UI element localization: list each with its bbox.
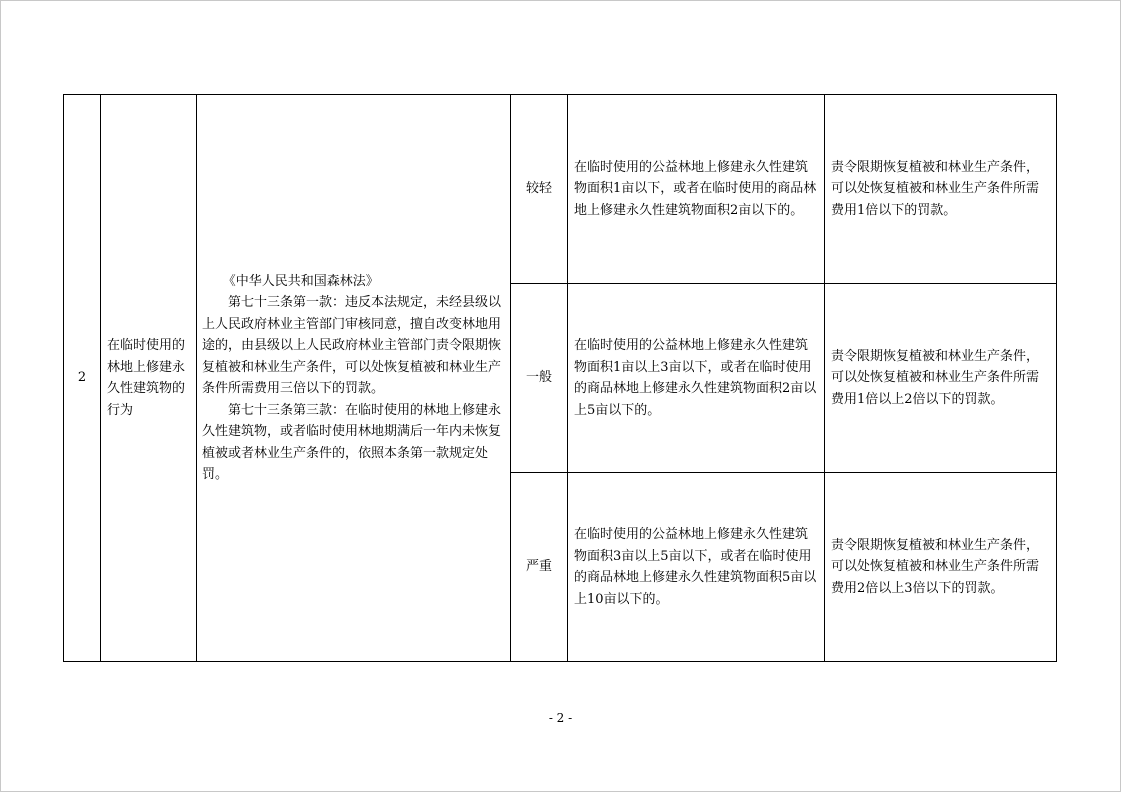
circumstance-cell: 在临时使用的公益林地上修建永久性建筑物面积1亩以上3亩以下，或者在临时使用的商品林地上修建永久性建筑物面积2亩以上5亩以下的。 <box>568 284 825 473</box>
circumstance-cell: 在临时使用的公益林地上修建永久性建筑物面积3亩以上5亩以下，或者在临时使用的商品林地上修建永久性建筑物面积5亩以上10亩以下的。 <box>568 473 825 662</box>
penalty-cell: 责令限期恢复植被和林业生产条件，可以处恢复植被和林业生产条件所需费用1倍以上2倍以下的罚款。 <box>825 284 1057 473</box>
article-paragraph-2: 第七十三条第三款：在临时使用的林地上修建永久性建筑物，或者临时使用林地期满后一年内未恢复植被或者林业生产条件的，依照本条第一款规定处罚。 <box>202 402 502 482</box>
circumstance-cell: 在临时使用的公益林地上修建永久性建筑物面积1亩以下，或者在临时使用的商品林地上修建永久性建筑物面积2亩以下的。 <box>568 95 825 284</box>
penalty-cell: 责令限期恢复植被和林业生产条件，可以处恢复植被和林业生产条件所需费用2倍以上3倍以下的罚款。 <box>825 473 1057 662</box>
table-row <box>64 95 1057 284</box>
severity-level-serious: 严重 <box>511 473 568 662</box>
violation-act-cell: 在临时使用的林地上修建永久性建筑物的行为 <box>101 95 197 662</box>
severity-level-minor: 较轻 <box>511 95 568 284</box>
article-paragraph-1: 第七十三条第一款：违反本法规定，未经县级以上人民政府林业主管部门审核同意，擅自改变林地用途的，由县级以上人民政府林业主管部门责令限期恢复植被和林业生产条件，可以处恢复植被和林业生产条件所需费用三倍以下的罚款。 <box>202 295 502 396</box>
penalty-cell: 责令限期恢复植被和林业生产条件，可以处恢复植被和林业生产条件所需费用1倍以下的罚款。 <box>825 95 1057 284</box>
legal-basis-cell <box>197 95 511 662</box>
severity-level-general: 一般 <box>511 284 568 473</box>
penalty-discretion-table <box>63 94 1057 662</box>
law-title: 《中华人民共和国森林法》 <box>222 273 379 289</box>
row-number: 2 <box>64 95 101 662</box>
page-number: - 2 - <box>548 711 573 725</box>
